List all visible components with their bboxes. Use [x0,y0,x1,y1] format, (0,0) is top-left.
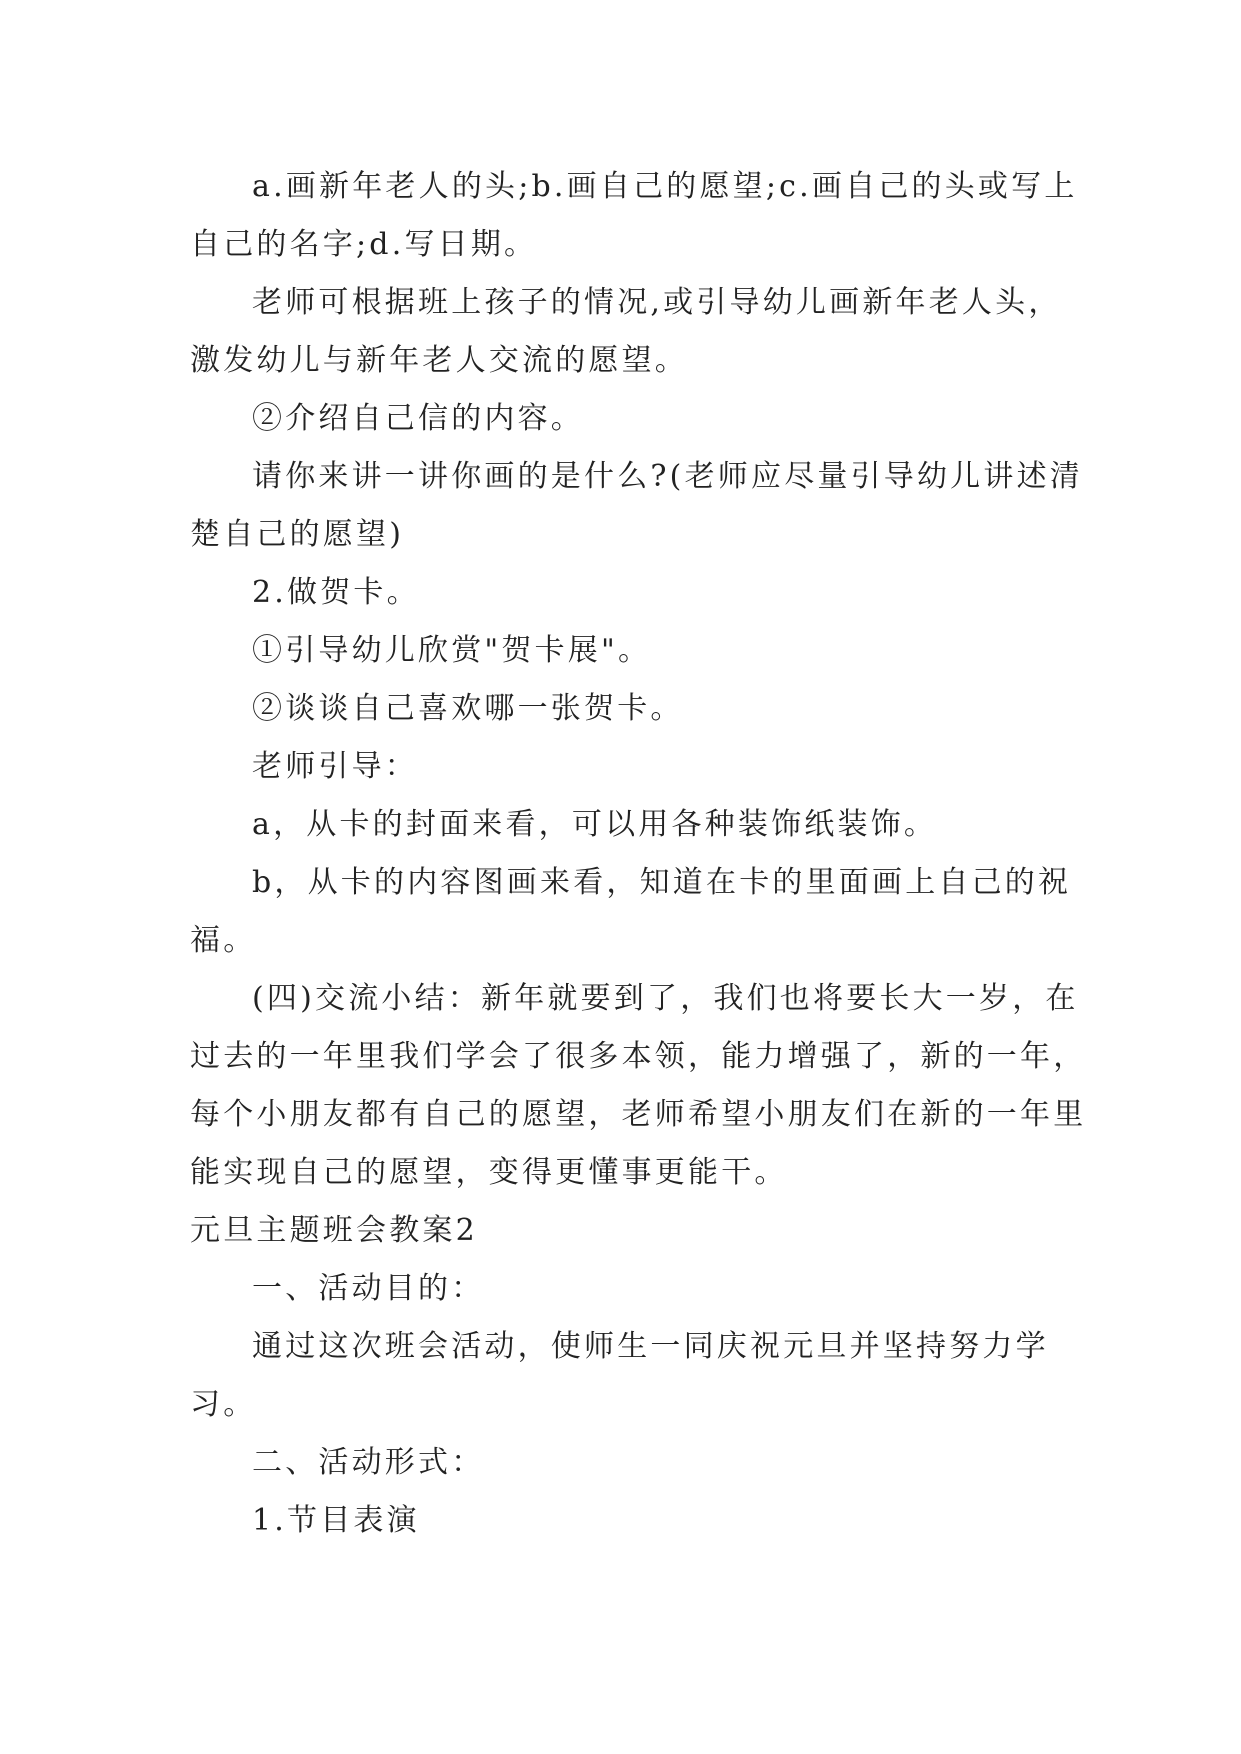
paragraph-card-exhibition: ①引导幼儿欣赏"贺卡展"。 [252,633,652,668]
paragraph-make-card: 2.做贺卡。 [252,575,420,610]
paragraph-program-performance: 1.节目表演 [252,1503,420,1538]
paragraph-introduce-letter: ②介绍自己信的内容。 [252,401,584,436]
paragraph-describe-drawing: 请你来讲一讲你画的是什么?(老师应尽量引导幼儿讲述清楚自己的愿望) [190,459,1083,552]
paragraph-teacher-leads: 老师引导： [252,749,418,784]
paragraph-favorite-card: ②谈谈自己喜欢哪一张贺卡。 [252,691,684,726]
paragraph-activity-purpose-heading: 一、活动目的： [252,1271,485,1306]
paragraph-activity-form-heading: 二、活动形式： [252,1445,485,1480]
paragraph-activity-purpose: 通过这次班会活动，使师生一同庆祝元旦并坚持努力学习。 [190,1329,1049,1422]
paragraph-drawing-steps: a.画新年老人的头;b.画自己的愿望;c.画自己的头或写上自己的名字;d.写日期。 [190,169,1078,262]
paragraph-summary: (四)交流小结：新年就要到了，我们也将要长大一岁，在过去的一年里我们学会了很多本领，能力增强了，新的一年，每个小朋友都有自己的愿望，老师希望小朋友们在新的一年里能实现自己的愿望，变得更懂事更能干。 [190,981,1087,1190]
paragraph-card-cover: a，从卡的封面来看，可以用各种装饰纸装饰。 [252,807,938,842]
document-page [190,158,1090,1550]
paragraph-teacher-guidance: 老师可根据班上孩子的情况,或引导幼儿画新年老人头，激发幼儿与新年老人交流的愿望。 [190,285,1062,378]
section-title: 元旦主题班会教案2 [190,1213,478,1248]
paragraph-card-content: b，从卡的内容图画来看，知道在卡的里面画上自己的祝福。 [190,865,1072,958]
